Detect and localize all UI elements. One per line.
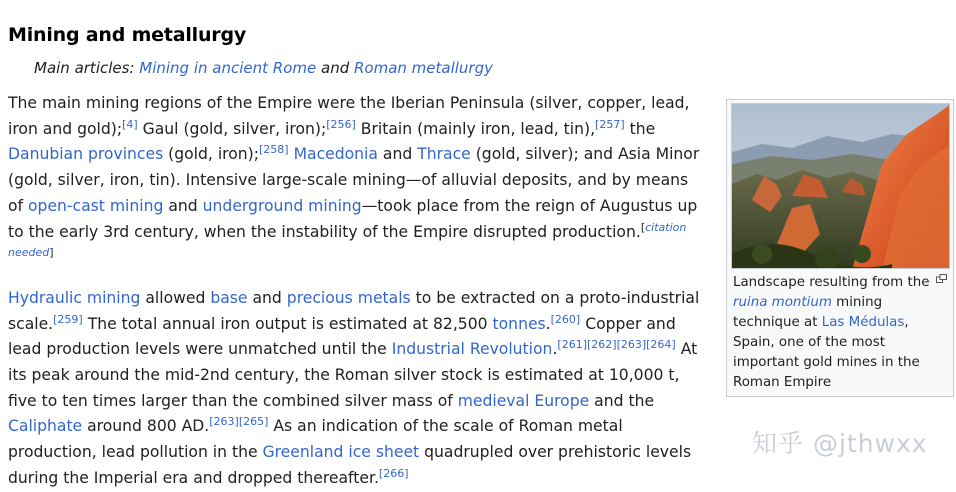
- caption-text: , Spain, one of the most important gold mines in the Roman Empire: [733, 315, 920, 390]
- text: and: [247, 288, 287, 307]
- link-industrial-revolution[interactable]: Industrial Revolution: [391, 340, 553, 359]
- text: and: [163, 196, 203, 215]
- link-thrace[interactable]: Thrace: [417, 145, 471, 164]
- text: —took place from the reign of Augustus up to the early 3rd century, when the instability of the Empire disrupted production.: [8, 196, 698, 241]
- link-tonnes[interactable]: tonnes: [492, 314, 546, 333]
- ref-256[interactable]: [256]: [326, 117, 356, 131]
- text: Gaul (gold, silver, iron);: [137, 119, 327, 138]
- text: and: [377, 145, 418, 164]
- ref-261-264[interactable]: [261][262][263][264]: [557, 338, 676, 352]
- ref-263-265[interactable]: [263][265]: [209, 415, 269, 429]
- ref-4[interactable]: [4]: [122, 117, 138, 131]
- hatnote-and: and: [316, 59, 354, 77]
- text: Copper and lead production levels were unmatched until the: [8, 314, 676, 359]
- text: (gold, silver); and Asia Minor (gold, silver, iron, tin). Intensive large-scale mining—of alluvial deposits, and by means of: [8, 145, 700, 215]
- link-ruina-montium[interactable]: ruina montium: [733, 295, 832, 310]
- text: At its peak around the mid-2nd century, the Roman silver stock is estimated at 10,000 t, five to ten times larger than the combined silver mass of: [8, 340, 698, 410]
- paragraph-2: [8, 286, 708, 492]
- ref-259[interactable]: [259]: [53, 312, 83, 326]
- text: (gold, iron);: [163, 145, 259, 164]
- caption-text: mining technique at: [733, 295, 883, 330]
- citation-needed-link[interactable]: citation needed: [8, 220, 687, 260]
- text: around 800 AD.: [82, 417, 210, 436]
- link-las-medulas[interactable]: Las Médulas: [821, 315, 905, 330]
- ref-266[interactable]: [266]: [378, 466, 409, 480]
- ref-258[interactable]: [258]: [259, 143, 289, 157]
- link-underground-mining[interactable]: underground mining: [202, 196, 362, 215]
- hatnote-prefix: Main articles:: [34, 59, 140, 77]
- text: As an indication of the scale of Roman metal production, lead pollution in the: [8, 417, 623, 462]
- link-macedonia[interactable]: Macedonia: [293, 145, 378, 164]
- link-mining-in-ancient-rome[interactable]: Mining in ancient Rome: [139, 59, 317, 77]
- section-heading: Mining and metallurgy: [8, 24, 247, 46]
- text: The total annual iron output is estimated at 82,500: [82, 314, 493, 333]
- link-base[interactable]: base: [210, 288, 248, 307]
- text: the: [624, 119, 656, 138]
- ref-260[interactable]: [260]: [550, 312, 581, 326]
- text: to be extracted on a proto-industrial scale.: [8, 288, 700, 333]
- watermark: 知乎 @jthwxx: [752, 429, 928, 458]
- link-hydraulic-mining[interactable]: Hydraulic mining: [8, 288, 141, 307]
- citation-needed[interactable]: [citation needed]: [8, 220, 687, 260]
- text: and the: [589, 391, 655, 410]
- text: quadrupled over prehistoric levels during the Imperial era and dropped thereafter.: [8, 443, 692, 487]
- las-medulas-image[interactable]: [731, 103, 950, 269]
- link-open-cast-mining[interactable]: open-cast mining: [28, 196, 164, 215]
- link-precious-metals[interactable]: precious metals: [286, 288, 411, 307]
- text: Britain (mainly iron, lead, tin),: [355, 119, 596, 138]
- link-greenland-ice-sheet[interactable]: Greenland ice sheet: [262, 443, 420, 462]
- hatnote: [34, 59, 493, 77]
- article-body: [8, 91, 708, 492]
- text: allowed: [140, 288, 211, 307]
- text: .: [552, 340, 558, 359]
- ref-257[interactable]: [257]: [595, 117, 625, 131]
- link-roman-metallurgy[interactable]: Roman metallurgy: [354, 59, 493, 77]
- caption-text: Landscape resulting from the: [733, 275, 930, 290]
- link-medieval-europe[interactable]: medieval Europe: [457, 391, 590, 410]
- text: The main mining regions of the Empire were the Iberian Peninsula (silver, copper, lead, iron and gold);: [8, 94, 690, 138]
- paragraph-1: [8, 91, 708, 271]
- thumbnail-figure: [726, 99, 954, 397]
- thumb-caption: [733, 273, 947, 393]
- text: .: [545, 314, 551, 333]
- link-danubian-provinces[interactable]: Danubian provinces: [8, 145, 164, 164]
- link-caliphate[interactable]: Caliphate: [8, 417, 83, 436]
